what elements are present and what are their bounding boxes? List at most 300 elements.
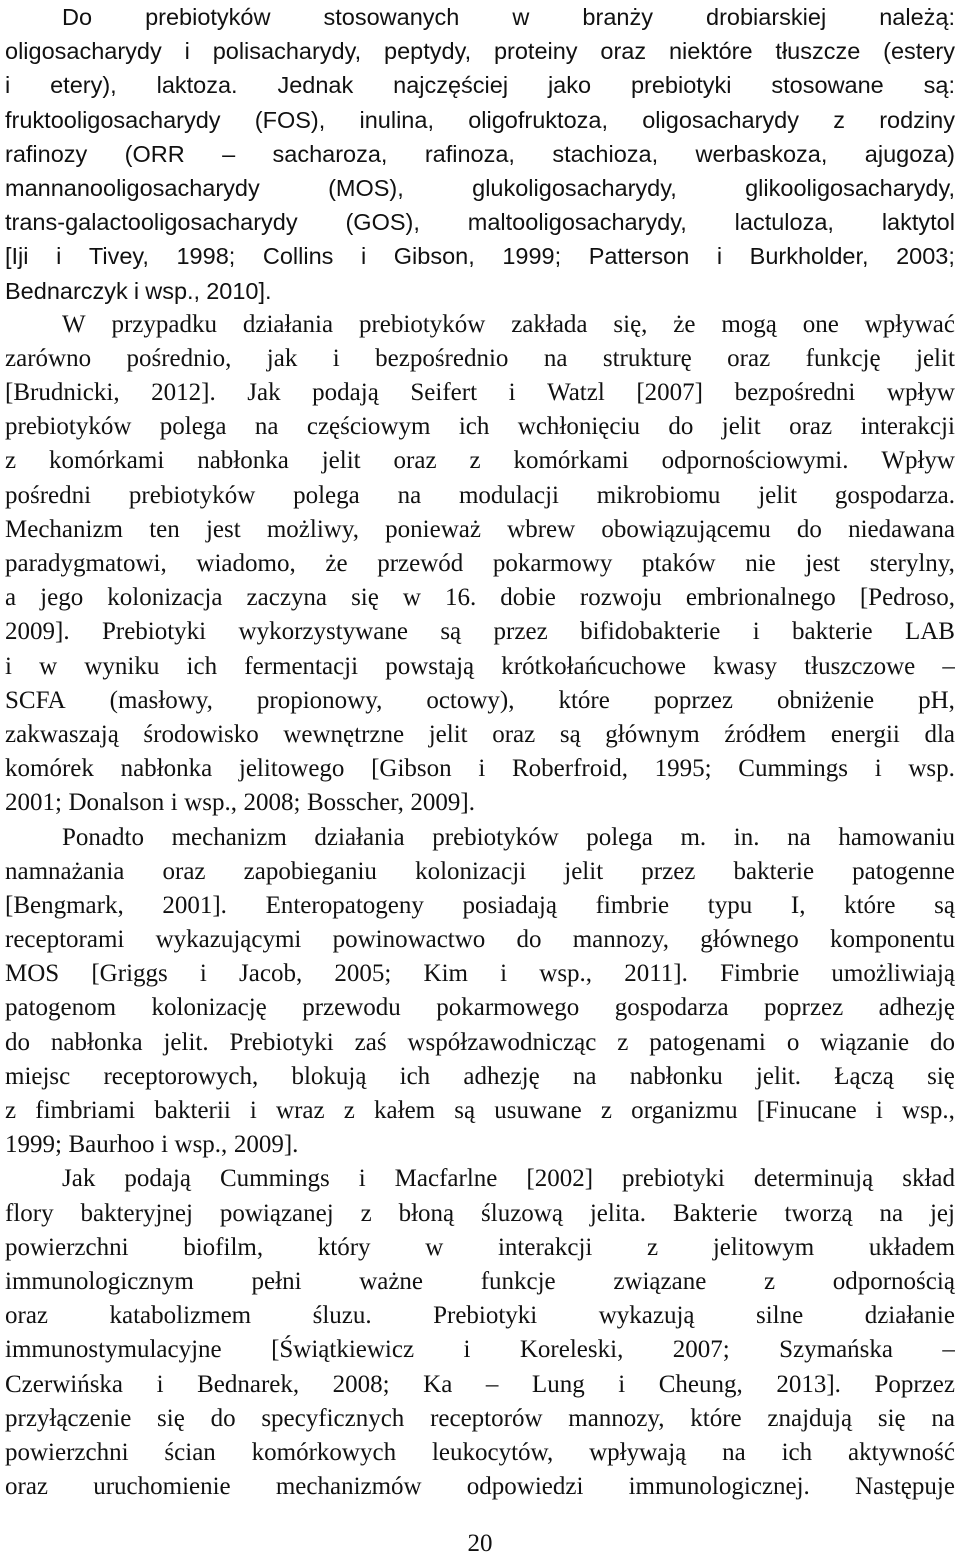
text-line: [5, 342, 955, 376]
word: prebiotyków: [145, 4, 271, 30]
text-line: [5, 0, 955, 34]
word: I,: [790, 891, 806, 919]
word: się: [927, 1062, 955, 1090]
word: rafinozy: [5, 140, 88, 167]
word: powierzchni: [5, 1233, 129, 1261]
word: ponieważ: [385, 515, 481, 543]
word: Gibson,: [393, 243, 475, 270]
word: drobiarskiej: [706, 4, 827, 30]
word: wraz: [276, 1097, 325, 1124]
word: odpornościowymi.: [661, 447, 849, 475]
word: ważne: [359, 1267, 424, 1295]
word: MOS: [5, 960, 60, 988]
word: pokarmowy: [492, 550, 613, 577]
word: i: [133, 277, 140, 304]
text-line: [5, 103, 955, 137]
word: miejsc: [5, 1062, 71, 1090]
word: 16.: [445, 584, 477, 612]
word: i: [500, 960, 508, 988]
word: kwasy: [713, 652, 778, 680]
word: obniżenie: [776, 686, 875, 714]
word: embrionalnego: [685, 584, 836, 612]
word: jako: [547, 72, 592, 99]
word: z: [360, 1199, 372, 1227]
word: najczęściej: [393, 72, 509, 99]
word: receptorowych,: [103, 1062, 259, 1090]
word: przyłączenie: [5, 1404, 132, 1432]
word: z: [617, 1028, 629, 1056]
word: 2013].: [776, 1370, 841, 1398]
word: wpływ: [886, 379, 955, 407]
word: bakterie: [792, 618, 873, 646]
word: stosowanych: [323, 4, 460, 30]
word: przez: [641, 857, 696, 885]
text-line: [5, 68, 955, 102]
word: z: [763, 1267, 776, 1295]
word: Łączą: [834, 1062, 894, 1090]
word: w: [512, 4, 530, 30]
word: komórkami: [49, 447, 165, 475]
word: laktytol: [881, 209, 955, 236]
word: Mechanizm: [5, 515, 124, 543]
text-line: [5, 410, 955, 444]
word: 2007;: [672, 1336, 730, 1364]
word: działania: [242, 310, 334, 338]
word: i: [874, 755, 882, 783]
text-line: [5, 1402, 955, 1436]
word: jej: [929, 1199, 955, 1227]
word: rozwoju: [579, 584, 662, 612]
word: prebiotyki: [622, 1165, 725, 1193]
word: z: [5, 447, 17, 475]
word: do: [796, 515, 822, 543]
word: jelit: [721, 413, 761, 441]
word: Jak: [247, 379, 281, 407]
word: 2011].: [624, 960, 688, 988]
word: i: [56, 243, 62, 270]
word: i: [478, 755, 486, 783]
word: ich: [458, 413, 490, 441]
word: ścian: [164, 1438, 216, 1466]
word: wsp.,: [184, 789, 238, 817]
word: dla: [924, 720, 955, 748]
word: oligosacharydy: [5, 38, 162, 65]
word: o: [786, 1028, 800, 1056]
text-line: [5, 615, 955, 649]
word: i: [5, 652, 12, 680]
text-line: [5, 889, 955, 923]
word: fruktooligosacharydy: [5, 106, 221, 133]
word: i: [184, 38, 190, 65]
word: gospodarza: [614, 994, 729, 1022]
word: bezpośredni: [734, 379, 856, 407]
word: glikooligosacharydy,: [745, 174, 955, 201]
word: które: [690, 1404, 742, 1432]
word: komórkami: [513, 447, 629, 475]
word: z: [600, 1097, 613, 1124]
text-line: [5, 205, 955, 239]
word: one: [802, 310, 839, 338]
word: współzawodnicząc: [407, 1028, 597, 1056]
word: ptaków: [641, 550, 716, 577]
word: które: [558, 686, 610, 714]
word: m.: [680, 823, 707, 851]
word: obowiązującemu: [601, 515, 771, 543]
word: zarówno: [5, 344, 92, 372]
word: przypadku: [111, 310, 217, 338]
word: Ponadto: [62, 823, 144, 851]
word: jelit.: [163, 1028, 209, 1056]
text-line: [5, 718, 955, 752]
word: Czerwińska: [5, 1370, 124, 1398]
word: zakłada: [511, 310, 588, 338]
word: kolonizacji: [415, 857, 527, 885]
word: mogą: [721, 310, 777, 338]
word: 1998;: [176, 243, 236, 270]
word: że: [673, 310, 696, 338]
word: wbrew: [507, 515, 576, 543]
word: trans-galactooligosacharydy: [5, 209, 298, 236]
word: że: [325, 550, 348, 577]
text-line: [5, 1026, 955, 1060]
word: Bakterie: [672, 1199, 758, 1227]
word: z: [833, 106, 845, 133]
word: usuwane: [494, 1097, 582, 1124]
word: częściowym: [306, 413, 431, 441]
word: prebiotyków: [432, 823, 559, 851]
word: przewód: [377, 550, 464, 577]
word: tworzą: [784, 1199, 853, 1227]
text-line: [5, 1162, 955, 1196]
word: Koreleski,: [519, 1336, 624, 1364]
word: interakcji: [860, 413, 955, 441]
word: polega: [159, 413, 227, 441]
word: energii: [830, 720, 900, 748]
word: 2008;: [243, 789, 301, 817]
word: jego: [40, 584, 84, 612]
word: mannozy,: [568, 1404, 665, 1432]
text-line: [5, 1299, 955, 1333]
word: dobie: [500, 584, 556, 612]
word: –: [485, 1370, 499, 1398]
word: oligosacharydy: [642, 106, 799, 133]
word: kałem: [374, 1097, 436, 1124]
word: Collins: [262, 243, 334, 270]
word: i: [249, 1097, 257, 1124]
word: podają: [124, 1165, 191, 1193]
text-line: [5, 239, 955, 273]
word: kolonizację: [151, 994, 267, 1022]
text-line: [5, 274, 955, 308]
word: Watzl: [547, 379, 605, 407]
word: na: [787, 823, 811, 851]
word: rafinoza,: [424, 140, 515, 167]
word: układem: [868, 1233, 955, 1261]
word: stosowane: [771, 72, 884, 99]
text-line: [5, 1265, 955, 1299]
word: w: [39, 652, 58, 680]
word: wsp.,: [174, 1131, 228, 1159]
word: pokarmowego: [436, 994, 580, 1022]
word: jest: [205, 515, 241, 543]
word: fermentacji: [244, 652, 359, 680]
word: wchłonięciu: [517, 413, 640, 441]
word: tłuszcze: [775, 38, 861, 65]
word: werbaskoza,: [695, 140, 828, 167]
word: immunologicznej.: [628, 1473, 810, 1501]
word: polega: [293, 481, 360, 509]
word: flory: [5, 1199, 54, 1227]
word: Cummings: [738, 755, 849, 783]
word: sacharoza,: [272, 140, 388, 167]
word: powiązanej: [219, 1199, 334, 1227]
word: Następuje: [854, 1473, 955, 1501]
text-line: [5, 1231, 955, 1265]
word: do: [930, 1028, 955, 1056]
word: (masłowy,: [109, 686, 213, 714]
word: –: [942, 652, 955, 680]
word: komponentu: [830, 926, 955, 954]
word: są: [934, 891, 955, 919]
word: mikrobiomu: [596, 481, 721, 509]
word: (MOS),: [328, 174, 404, 201]
word: peptydy,: [384, 38, 472, 65]
word: ich: [399, 1062, 431, 1090]
word: [Finucane: [756, 1097, 857, 1124]
word: powinowactwo: [332, 926, 486, 954]
text-line: [5, 513, 955, 547]
word: prebiotyków: [5, 413, 132, 441]
word: środowisko: [143, 720, 259, 748]
word: odpornością: [832, 1267, 955, 1295]
word: specyficznych: [261, 1404, 405, 1432]
word: do: [210, 1404, 236, 1432]
text-line: [5, 137, 955, 171]
word: wsp.,: [539, 960, 593, 988]
word: głównego: [700, 926, 799, 954]
word: nabłonka: [50, 1028, 143, 1056]
word: wsp.: [908, 755, 955, 783]
word: namnażania: [5, 857, 125, 885]
word: zaś: [354, 1028, 387, 1056]
text-line: [5, 479, 955, 513]
word: prebiotyki: [630, 72, 732, 99]
text-line: [5, 1060, 955, 1094]
word: jelita.: [589, 1199, 647, 1227]
word: w: [402, 584, 421, 612]
word: z: [647, 1233, 659, 1261]
word: Kim: [423, 960, 468, 988]
word: komórkowych: [251, 1438, 397, 1466]
word: jelit: [916, 344, 955, 372]
word: pH,: [918, 686, 955, 714]
word: na: [879, 1199, 904, 1227]
word: i: [508, 379, 516, 407]
word: powstają: [385, 652, 475, 680]
word: Cheung,: [658, 1370, 743, 1398]
word: wiązanie: [820, 1028, 910, 1056]
word: i: [5, 72, 11, 99]
word: [Iji: [5, 243, 29, 270]
word: oraz: [727, 344, 771, 372]
word: modulacji: [458, 481, 559, 509]
text-line: [5, 786, 955, 820]
word: bakteryjnej: [80, 1199, 193, 1227]
word: bifidobakterie: [580, 618, 721, 646]
word: jelit: [428, 720, 468, 748]
word: oraz: [492, 720, 536, 748]
word: Macfarlne: [394, 1165, 498, 1193]
word: katabolizmem: [109, 1302, 252, 1330]
text-line: [5, 991, 955, 1025]
word: zaczyna: [246, 584, 328, 612]
word: [Pedroso,: [859, 584, 955, 612]
word: maltooligosacharydy,: [467, 209, 687, 236]
word: funkcje: [480, 1267, 556, 1295]
word: Wpływ: [881, 447, 955, 475]
word: adhezję: [878, 994, 955, 1022]
text-line: [5, 855, 955, 889]
word: skład: [902, 1165, 955, 1193]
word: (ORR: [124, 140, 185, 167]
text-line: [5, 1333, 955, 1367]
word: aktywność: [848, 1438, 955, 1466]
word: (GOS),: [345, 209, 420, 236]
word: wykazują: [598, 1302, 695, 1330]
word: laktoza.: [156, 72, 238, 99]
word: jelitowym: [712, 1233, 815, 1261]
word: nabłonka: [120, 755, 213, 783]
word: wsp.,: [902, 1097, 955, 1124]
word: oligofruktoza,: [468, 106, 608, 133]
word: do: [668, 413, 694, 441]
word: oraz: [600, 38, 647, 65]
word: interakcji: [497, 1233, 593, 1261]
word: 2005;: [334, 960, 392, 988]
word: ich: [781, 1438, 813, 1466]
word: mannanooligosacharydy: [5, 174, 260, 201]
word: Ka: [423, 1370, 453, 1398]
word: się,: [613, 310, 648, 338]
word: przewodu: [302, 994, 401, 1022]
word: i: [716, 243, 723, 270]
word: 2003;: [896, 243, 955, 270]
word: adhezję: [463, 1062, 540, 1090]
word: i: [463, 1336, 471, 1364]
word: (FOS),: [254, 106, 326, 133]
word: prebiotyków: [128, 481, 256, 509]
word: nie: [745, 550, 776, 577]
text-line: [5, 923, 955, 957]
word: tłuszczowe: [804, 652, 916, 680]
word: umożliwiają: [831, 960, 955, 988]
word: podają: [312, 379, 379, 407]
word: się: [157, 1404, 185, 1432]
word: Cummings: [219, 1165, 330, 1193]
word: śluzową: [481, 1199, 563, 1227]
word: i: [360, 243, 367, 270]
word: do: [516, 926, 542, 954]
word: [Griggs: [91, 960, 168, 988]
word: 2010].: [206, 277, 272, 304]
word: W: [62, 310, 86, 338]
word: prebiotyków: [358, 310, 486, 338]
word: Prebiotyki: [433, 1302, 538, 1330]
text-line: [5, 581, 955, 615]
word: Prebiotyki: [229, 1028, 334, 1056]
word: wiadomo,: [196, 550, 296, 577]
word: Enteropatogeny: [265, 891, 424, 919]
word: blokują: [291, 1062, 367, 1090]
word: zapobieganiu: [243, 857, 377, 885]
word: na: [722, 1438, 746, 1466]
word: i: [199, 960, 207, 988]
word: Do: [62, 4, 93, 30]
word: poprzez: [764, 994, 844, 1022]
word: Tivey,: [88, 243, 149, 270]
word: należą:: [879, 4, 955, 30]
word: oraz: [393, 447, 437, 475]
text-line: [5, 1368, 955, 1402]
body-text: [5, 0, 955, 1504]
word: na: [572, 1062, 597, 1090]
word: mechanizmów: [275, 1473, 422, 1501]
word: 2001;: [5, 789, 62, 817]
word: propionowy,: [256, 686, 383, 714]
word: typu: [707, 891, 753, 919]
word: znajdują: [767, 1404, 853, 1432]
text-line: [5, 1128, 955, 1162]
word: Jak: [62, 1165, 96, 1193]
word: 2009].: [5, 618, 70, 646]
word: na: [397, 481, 422, 509]
word: patogenami: [649, 1028, 766, 1056]
word: branży: [582, 4, 653, 30]
word: mannozy,: [572, 926, 669, 954]
word: przez: [493, 618, 548, 646]
word: determinują: [753, 1165, 874, 1193]
text-line: [5, 308, 955, 342]
word: in.: [733, 823, 760, 851]
word: receptorami: [5, 926, 125, 954]
word: –: [222, 140, 236, 167]
word: i: [170, 789, 178, 817]
word: bakterie: [733, 857, 815, 885]
word: jelit: [321, 447, 361, 475]
word: które: [844, 891, 896, 919]
word: polega: [586, 823, 653, 851]
word: Baurhoo: [68, 1131, 155, 1159]
word: jelit: [564, 857, 604, 885]
word: [Świątkiewicz: [271, 1336, 415, 1364]
word: są: [454, 1097, 476, 1124]
word: pośredni: [5, 481, 92, 509]
word: 2008;: [332, 1370, 390, 1398]
word: się: [877, 1404, 906, 1432]
word: paradygmatowi,: [5, 550, 167, 577]
word: jelit.: [755, 1062, 802, 1090]
word: wewnętrzne: [283, 720, 405, 748]
word: leukocytów,: [431, 1438, 554, 1466]
text-line: [5, 1436, 955, 1470]
word: Jednak: [277, 72, 354, 99]
word: możliwy,: [266, 515, 359, 543]
word: [2007]: [636, 379, 703, 407]
word: są: [440, 618, 462, 646]
word: się: [351, 584, 379, 612]
word: Szymańska: [779, 1336, 893, 1364]
word: zakwaszają: [5, 720, 119, 748]
